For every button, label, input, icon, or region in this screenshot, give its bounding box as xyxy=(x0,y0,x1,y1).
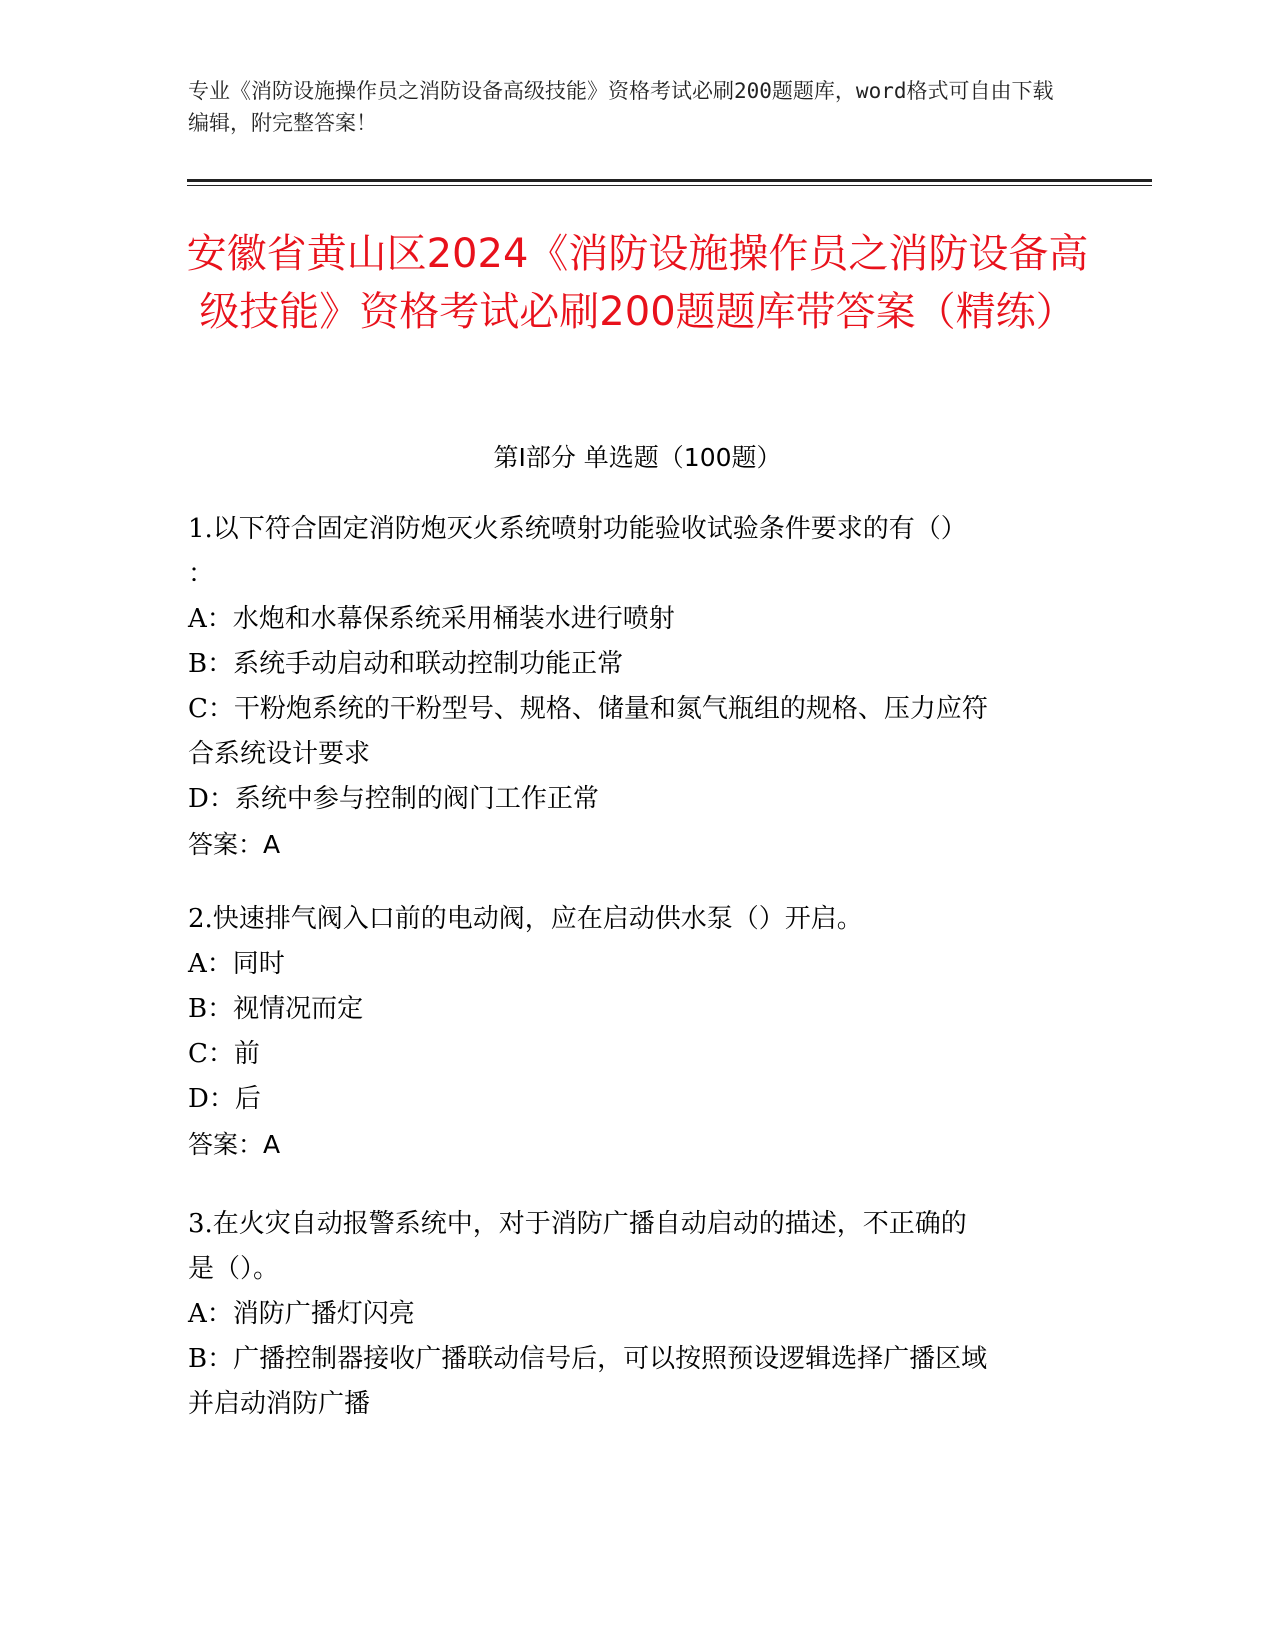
option-c: C：前 xyxy=(188,1039,260,1069)
option-d: D：系统中参与控制的阀门工作正常 xyxy=(188,784,599,814)
section-heading: 第I部分 单选题（100题） xyxy=(493,443,782,472)
option-d: D：后 xyxy=(188,1084,261,1114)
answer: 答案：A xyxy=(188,830,281,859)
option-b: B：视情况而定 xyxy=(188,994,364,1024)
question-text: 1.以下符合固定消防炮灭火系统喷射功能验收试验条件要求的有（） xyxy=(188,514,967,544)
question-text: 3.在火灾自动报警系统中，对于消防广播自动启动的描述，不正确的 xyxy=(188,1209,967,1239)
question-text: ： xyxy=(188,559,215,589)
option-b: B：系统手动启动和联动控制功能正常 xyxy=(188,649,624,679)
document-title: 安徽省黄山区2024《消防设施操作员之消防设备高级技能》资格考试必刷200题题库带答案（精练） xyxy=(186,231,1089,335)
question-3 xyxy=(188,1202,1068,1427)
option-c: C：干粉炮系统的干粉型号、规格、储量和氮气瓶组的规格、压力应符 xyxy=(188,694,988,724)
answer: 答案：A xyxy=(188,1130,281,1159)
option-a: A：消防广播灯闪亮 xyxy=(188,1299,415,1329)
option-b-cont: 并启动消防广播 xyxy=(188,1389,371,1419)
option-a: A：水炮和水幕保系统采用桶装水进行喷射 xyxy=(188,604,675,634)
question-2 xyxy=(188,897,1068,1167)
option-a: A：同时 xyxy=(188,949,285,979)
header-divider-thick xyxy=(187,179,1152,182)
question-text: 是（）。 xyxy=(188,1254,280,1284)
header-divider-thin xyxy=(187,185,1152,186)
header-note: 专业《消防设施操作员之消防设备高级技能》资格考试必刷200题题库，word格式可自由下载编辑，附完整答案！ xyxy=(188,79,1054,135)
question-1 xyxy=(188,507,1068,867)
option-c-cont: 合系统设计要求 xyxy=(188,739,371,769)
question-text: 2.快速排气阀入口前的电动阀，应在启动供水泵（）开启。 xyxy=(188,904,863,934)
option-b: B：广播控制器接收广播联动信号后，可以按照预设逻辑选择广播区域 xyxy=(188,1344,988,1374)
